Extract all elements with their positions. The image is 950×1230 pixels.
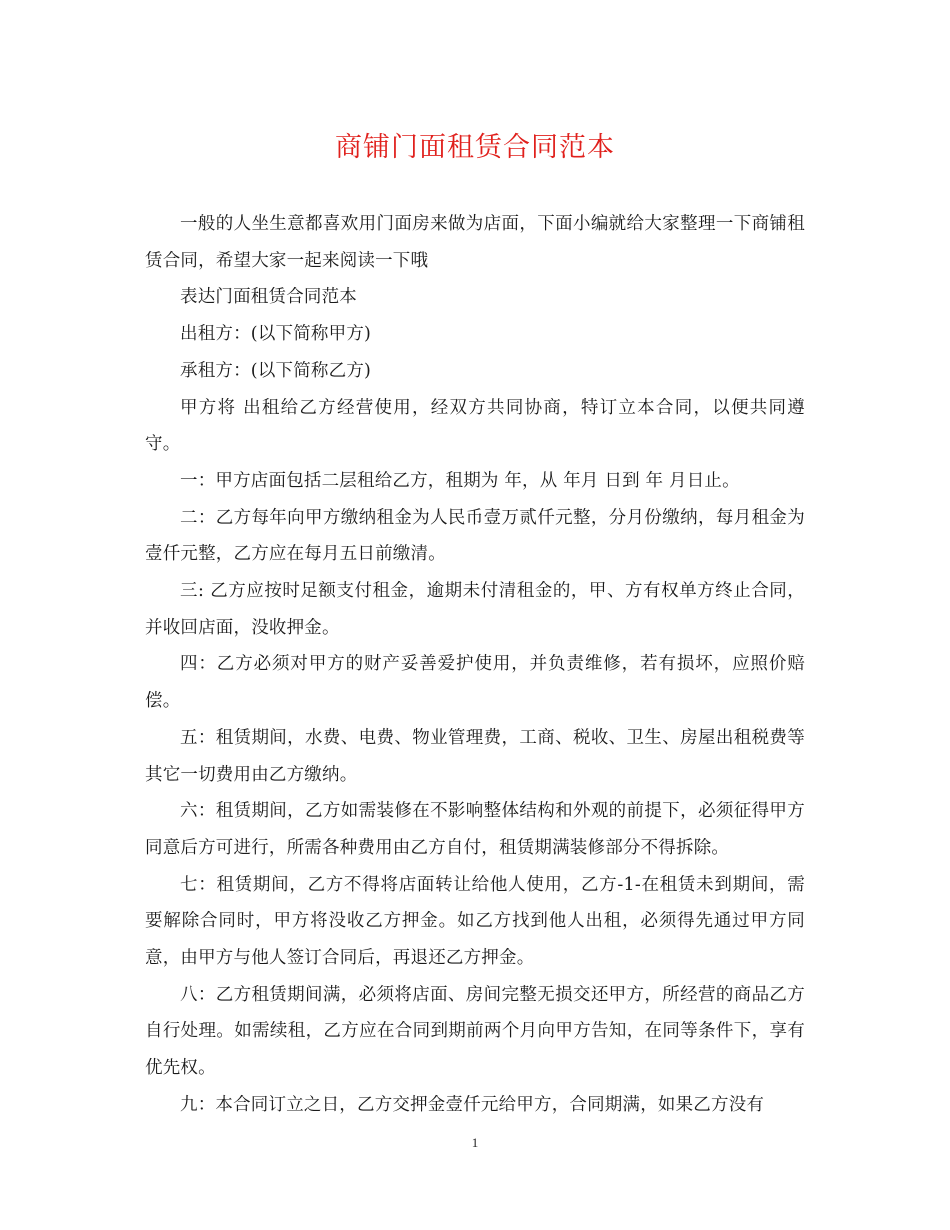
clause-1: 一：甲方店面包括二层租给乙方，租期为 年，从 年月 日到 年 月日止。	[180, 470, 740, 491]
paragraph-lessee: 承租方：(以下简称乙方)	[180, 360, 372, 381]
document-body	[145, 206, 805, 1124]
page-number: 1	[471, 1135, 479, 1150]
clause-2: 二：乙方每年向甲方缴纳租金为人民币壹万贰仟元整，分月份缴纳，每月租金为壹仟元整，乙方应在每月五日前缴清。	[145, 507, 805, 565]
clause-8: 八：乙方租赁期间满，必须将店面、房间完整无损交还甲方，所经营的商品乙方自行处理。如需续租，乙方应在合同到期前两个月向甲方告知，在同等条件下，享有优先权。	[145, 984, 805, 1079]
document-title: 商铺门面租赁合同范本	[335, 132, 615, 163]
paragraph-preamble: 甲方将 出租给乙方经营使用，经双方共同协商，特订立本合同，以便共同遵守。	[145, 397, 805, 455]
clause-7: 七：租赁期间，乙方不得将店面转让给他人使用，乙方-1-在租赁未到期间，需要解除合同时，甲方将没收乙方押金。如乙方找到他人出租，必须得先通过甲方同意，由甲方与他人签订合同后，再退还乙方押金。	[145, 874, 805, 969]
clause-5: 五：租赁期间，水费、电费、物业管理费，工商、税收、卫生、房屋出租税费等其它一切费用由乙方缴纳。	[145, 727, 805, 785]
paragraph-subtitle: 表达门面租赁合同范本	[180, 287, 357, 308]
clause-9: 九：本合同订立之日，乙方交押金壹仟元给甲方，合同期满，如果乙方没有	[180, 1094, 765, 1115]
clause-3: 三: 乙方应按时足额支付租金，逾期未付清租金的，甲、方有权单方终止合同，并收回店面，没收押金。	[145, 581, 805, 638]
paragraph-lessor: 出租方：(以下简称甲方)	[180, 324, 372, 345]
paragraph-intro: 一般的人坐生意都喜欢用门面房来做为店面，下面小编就给大家整理一下商铺租赁合同，希望大家一起来阅读一下哦	[145, 214, 805, 271]
clause-4: 四：乙方必须对甲方的财产妥善爱护使用，并负责维修，若有损坏，应照价赔偿。	[145, 654, 805, 712]
clause-6: 六：租赁期间，乙方如需装修在不影响整体结构和外观的前提下，必须征得甲方同意后方可进行，所需各种费用由乙方自付，租赁期满装修部分不得拆除。	[145, 801, 805, 858]
